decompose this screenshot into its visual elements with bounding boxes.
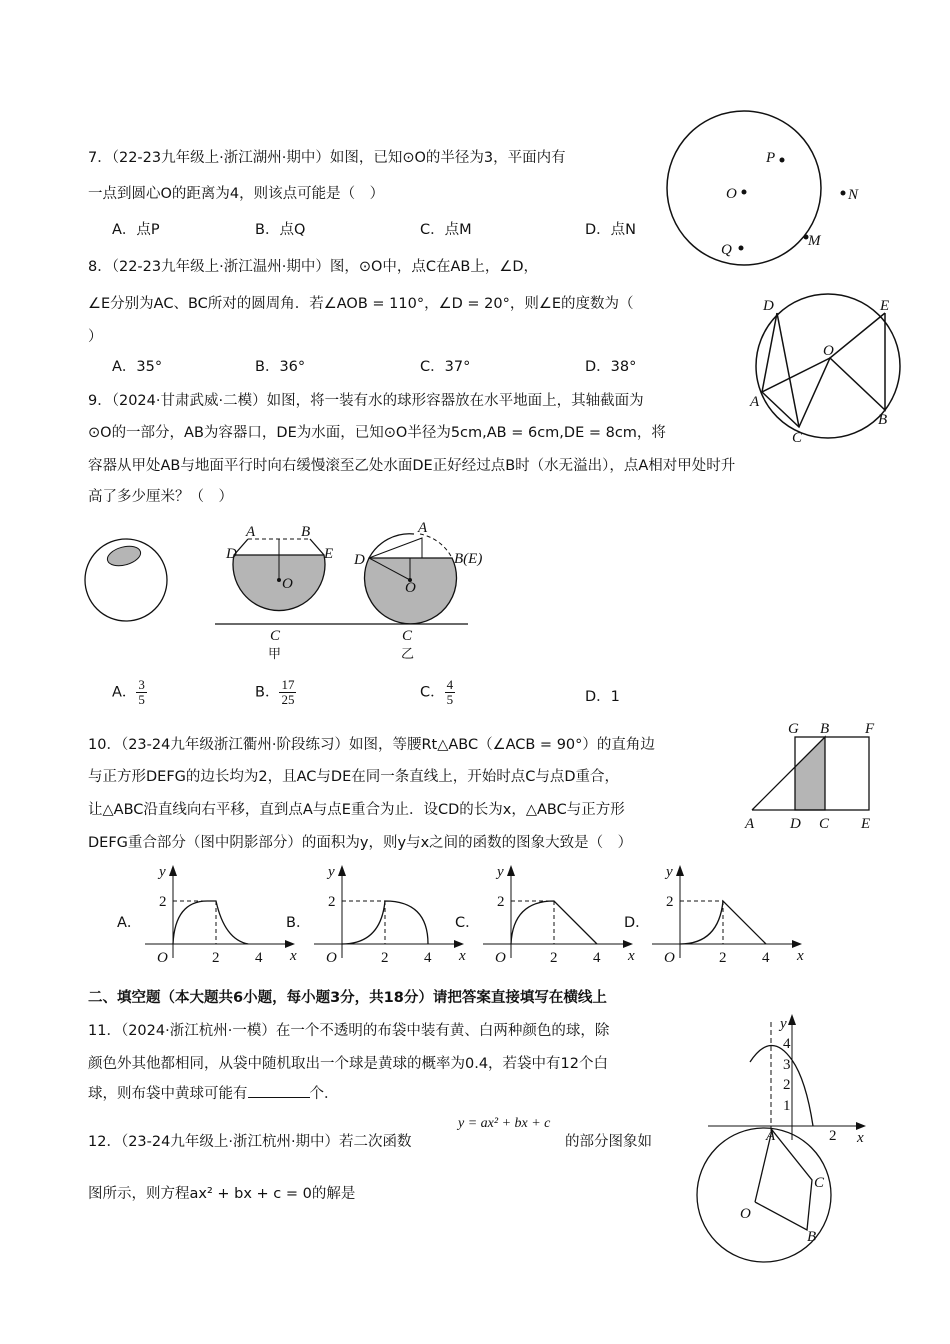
q12-label-c: C <box>814 1175 825 1191</box>
q12-tick-3: 3 <box>783 1057 791 1073</box>
q8-label-e: E <box>880 298 890 314</box>
q8-label-d: D <box>763 298 774 314</box>
q7-option-a: A．点P <box>112 222 160 238</box>
q10-line1: 10．（23-24九年级浙江衢州·阶段练习）如图，等腰Rt△ABC（∠ACB = 90°）的直角边 <box>88 737 655 753</box>
q7-label-n: N <box>848 187 859 203</box>
q12-line1b: 的部分图象如 <box>565 1134 652 1150</box>
denominator: 25 <box>281 692 295 707</box>
option-label: A． <box>112 684 137 701</box>
q10-graph-a <box>145 862 305 972</box>
q10-graph-b <box>314 862 474 972</box>
q9-option-d: D．1 <box>585 689 620 705</box>
axis-label-x: x <box>628 948 635 964</box>
axis-label-y: y <box>666 864 673 880</box>
q9-label-d1: D <box>226 546 237 562</box>
q7-line1: 7．（22-23九年级上·浙江湖州·期中）如图，已知⊙O的半径为3，平面内有 <box>88 150 566 166</box>
q10-label-a: A <box>745 816 755 832</box>
q12-label-b: B <box>807 1229 817 1245</box>
q9-label-c2: C <box>402 628 413 644</box>
q12-tick-4: 4 <box>783 1036 791 1052</box>
q11-line2: 颜色外其他都相同，从袋中随机取出一个球是黄球的概率为0.4，若袋中有12个白 <box>88 1056 609 1072</box>
option-label: B． <box>255 684 280 701</box>
tick-label-x-2: 2 <box>719 950 727 966</box>
origin-label: O <box>495 950 506 966</box>
q9-label-be: B(E) <box>454 551 483 567</box>
q9-line3: 容器从甲处AB与地面平行时向右缓慢滚至乙处水面DE正好经过点B时（水无溢出），点A相对甲处时升 <box>88 458 736 474</box>
numerator: 4 <box>446 677 454 692</box>
axis-label-x: x <box>797 948 804 964</box>
tick-label-x-4: 4 <box>255 950 263 966</box>
q9-label-c1: C <box>270 628 281 644</box>
q9-line4: 高了多少厘米？（ ） <box>88 489 233 505</box>
q7-line2: 一点到圆心O的距离为4，则该点可能是（ ） <box>88 186 385 202</box>
origin-label: O <box>157 950 168 966</box>
tick-label-x-2: 2 <box>212 950 220 966</box>
q9-label-e1: E <box>324 546 334 562</box>
q8-line3: ） <box>88 329 103 345</box>
q9-label-a1: A <box>246 524 256 540</box>
q8-label-c: C <box>792 430 803 446</box>
tick-label-x-2: 2 <box>550 950 558 966</box>
q10-label-f: F <box>865 721 875 737</box>
q10-graph-c <box>483 862 643 972</box>
tick-label-y-2: 2 <box>159 894 167 910</box>
q9-label-o2: O <box>405 580 416 596</box>
tick-label-x-4: 4 <box>762 950 770 966</box>
q10-line4: DEFG重合部分（图中阴影部分）的面积为y，则y与x之间的函数的图象大致是（ ） <box>88 835 633 851</box>
q7-option-c: C．点M <box>420 222 472 238</box>
q11-text-end: 个． <box>309 1086 339 1102</box>
q10-graph-d <box>652 862 812 972</box>
q12-axis-y: y <box>780 1016 787 1032</box>
tick-label-y-2: 2 <box>497 894 505 910</box>
q7-label-m: M <box>808 233 821 249</box>
q10-option-c: C． <box>455 915 480 931</box>
q7-option-d: D．点N <box>585 222 637 238</box>
tick-label-y-2: 2 <box>666 894 674 910</box>
q7-option-b: B．点Q <box>255 222 306 238</box>
q10-option-b: B． <box>286 915 311 931</box>
denominator: 5 <box>138 692 145 707</box>
q12-tick-1: 1 <box>783 1098 791 1114</box>
q12-label-a: A <box>766 1128 776 1144</box>
q8-option-c: C．37° <box>420 359 471 375</box>
q10-line2: 与正方形DEFG的边长均为2，且AC与DE在同一条直线上，开始时点C与点D重合， <box>88 769 620 785</box>
q10-option-a: A． <box>117 915 142 931</box>
q12-line2: 图所示，则方程ax² + bx + c = 0的解是 <box>88 1186 356 1202</box>
q10-label-d: D <box>790 816 801 832</box>
q8-option-b: B．36° <box>255 359 306 375</box>
q10-label-e: E <box>861 816 871 832</box>
tick-label-x-4: 4 <box>593 950 601 966</box>
q12-axis-x: x <box>857 1130 864 1146</box>
q12-tick-2: 2 <box>783 1077 791 1093</box>
q9-label-o1: O <box>282 576 293 592</box>
q9-label-jia: 甲 <box>268 647 282 662</box>
q8-option-d: D．38° <box>585 359 637 375</box>
numerator: 3 <box>138 677 145 692</box>
tick-label-x-2: 2 <box>381 950 389 966</box>
numerator: 17 <box>281 677 295 692</box>
tick-label-x-4: 4 <box>424 950 432 966</box>
q9-label-d2: D <box>354 552 365 568</box>
q8-line2: ∠E分别为AC、BC所对的圆周角．若∠AOB = 110°，∠D = 20°，则∠E的度数为（ <box>88 296 634 312</box>
q8-label-a: A <box>750 394 760 410</box>
q8-label-o: O <box>823 343 834 359</box>
q12-label-o: O <box>740 1206 751 1222</box>
origin-label: O <box>326 950 337 966</box>
q12-formula: y = ax² + bx + c <box>458 1116 551 1131</box>
q7-label-p: P <box>766 150 776 166</box>
q11-text: 球，则布袋中黄球可能有 <box>88 1086 248 1102</box>
q8-line1: 8．（22-23九年级上·浙江温州·期中）图，⊙O中，点C在AB上，∠D， <box>88 259 539 275</box>
axis-label-x: x <box>290 948 297 964</box>
q9-label-yi: 乙 <box>401 647 415 662</box>
q12-tick-x2: 2 <box>829 1128 837 1144</box>
q12-line1a: 12．（23-24九年级上·浙江杭州·期中）若二次函数 <box>88 1134 412 1150</box>
function-curve <box>173 901 248 944</box>
q7-label-o: O <box>726 186 737 202</box>
denominator: 5 <box>446 692 454 707</box>
q8-option-a: A．35° <box>112 359 163 375</box>
q11-line1: 11．（2024·浙江杭州·一模）在一个不透明的布袋中装有黄、白两种颜色的球，除 <box>88 1023 610 1039</box>
q9-label-b1: B <box>301 524 311 540</box>
q7-label-q: Q <box>721 242 732 258</box>
axis-label-y: y <box>328 864 335 880</box>
axis-label-y: y <box>497 864 504 880</box>
axis-label-x: x <box>459 948 466 964</box>
q10-label-b: B <box>820 721 830 737</box>
q10-option-d: D． <box>624 915 650 931</box>
section-heading: 二、填空题（本大题共6小题，每小题3分，共18分）请把答案直接填写在横线上 <box>88 990 607 1006</box>
origin-label: O <box>664 950 675 966</box>
axis-label-y: y <box>159 864 166 880</box>
q9-line1: 9．（2024·甘肃武威·二模）如图，将一装有水的球形容器放在水平地面上，其轴截面为 <box>88 393 644 409</box>
q10-label-c: C <box>819 816 830 832</box>
q10-label-g: G <box>788 721 799 737</box>
q9-line2: ⊙O的一部分，AB为容器口，DE为水面，已知⊙O半径为5cm,AB = 6cm,DE = 8cm，将 <box>88 425 666 441</box>
tick-label-y-2: 2 <box>328 894 336 910</box>
q9-label-a2: A <box>418 520 428 536</box>
q8-label-b: B <box>878 412 888 428</box>
option-label: C． <box>420 684 445 701</box>
q10-line3: 让△ABC沿直线向右平移，直到点A与点E重合为止．设CD的长为x，△ABC与正方形 <box>88 802 625 818</box>
